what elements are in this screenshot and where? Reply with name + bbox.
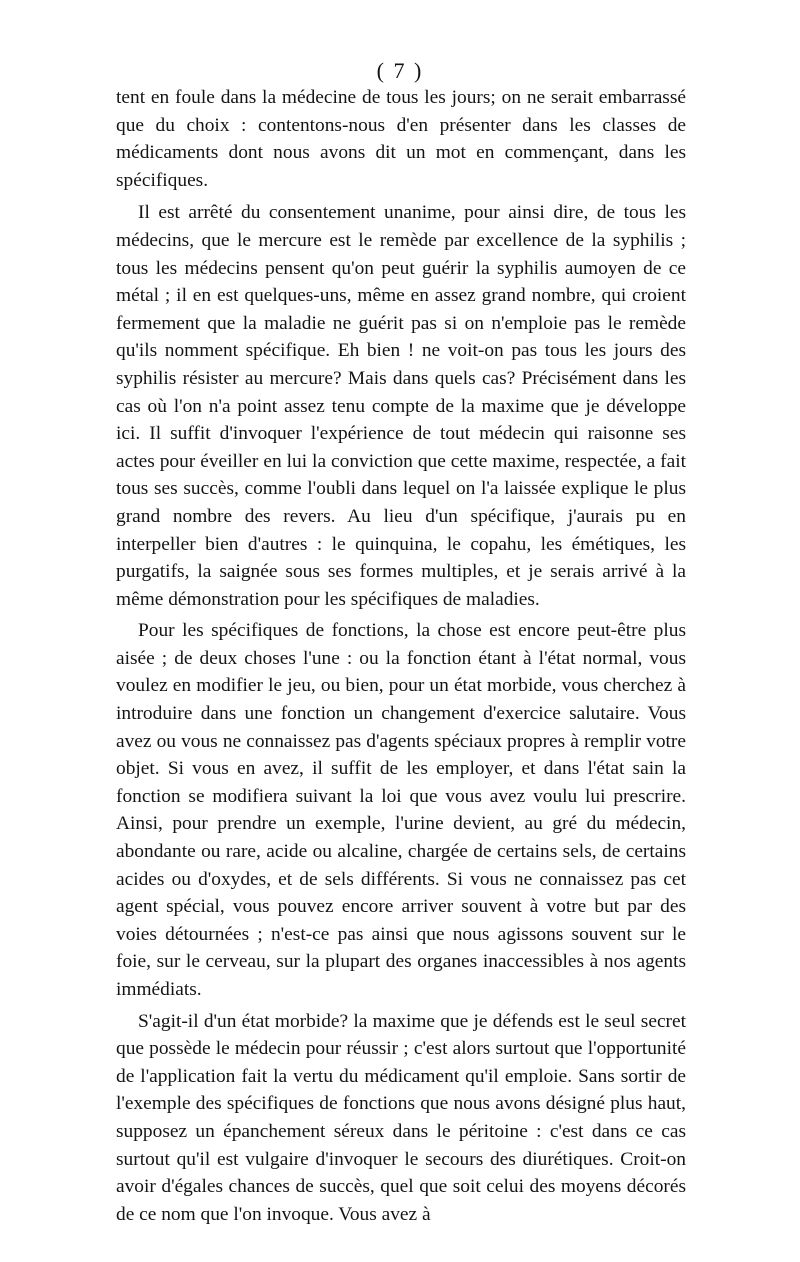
paragraph-mercury-syphilis: Il est arrêté du consentement unanime, pour ainsi dire, de tous les médecins, que le mercure est le remède par excellence de la syphilis ; tous les médecins pensent qu'on peut guérir la syphilis aumoyen de ce métal ; il en est quelques-uns, même en assez grand nombre, qui croient fermement que la maladie ne guérit pas si on n'emploie pas le remède qu'ils nomment spécifique. Eh bien ! ne voit-on pas tous les jours des syphilis résister au mercure? Mais dans quels cas? Précisément dans les cas où l'on n'a point assez tenu compte de la maxime que je développe ici. Il suffit d'invoquer l'expérience de tout médecin qui raisonne ses actes pour éveiller en lui la conviction que cette maxime, respectée, a fait tous ses succès, comme l'oubli dans lequel on l'a laissée explique le plus grand nombre des revers. Au lieu d'un spécifique, j'aurais pu en interpeller bien d'autres : le quinquina, le copahu, les émétiques, les purgatifs, la saignée sous ses formes multiples, et je serais arrivé à la même démonstration pour les spécifiques de maladies. [116, 202, 686, 610]
paragraph-continuation: tent en foule dans la médecine de tous les jours; on ne serait embarrassé que du choix : contentons-nous d'en présenter dans les classes de médicaments dont nous avons dit un mot en commençant, dans les spécifiques. [116, 87, 686, 191]
page-number: ( 7 ) [376, 58, 424, 83]
paragraph-function-specifics: Pour les spécifiques de fonctions, la chose est encore peut-être plus aisée ; de deux choses l'une : ou la fonction étant à l'état normal, vous voulez en modifier le jeu, ou bien, pour un état morbide, vous cherchez à introduire dans une fonction un changement d'exercice salutaire. Vous avez ou vous ne connaissez pas d'agents spéciaux propres à remplir votre objet. Si vous en avez, il suffit de les employer, et dans l'état sain la fonction se modifiera suivant la loi que vous avez voulu lui prescrire. Ainsi, pour prendre un exemple, l'urine devient, au gré du médecin, abondante ou rare, acide ou alcaline, chargée de certains sels, de certains acides ou d'oxydes, et de sels différents. Si vous ne connaissez pas cet agent spécial, vous pouvez encore arriver souvent à votre but par des voies détournées ; n'est-ce pas ainsi que nous agissons souvent sur le foie, sur le cerveau, sur la plupart des organes inaccessibles à nos agents immédiats. [116, 620, 686, 1000]
page-body-text [116, 84, 686, 1228]
paragraph-morbid-state: S'agit-il d'un état morbide? la maxime que je défends est le seul secret que possède le médecin pour réussir ; c'est alors surtout que l'opportunité de l'application fait la vertu du médicament qu'il emploie. Sans sortir de l'exemple des spécifiques de fonctions que nous avons désigné plus haut, supposez un épanchement séreux dans le péritoine : c'est dans ce cas surtout qu'il est vulgaire d'invoquer le secours des diurétiques. Croit-on avoir d'égales chances de succès, quel que soit celui des moyens décorés de ce nom que l'on invoque. Vous avez à [116, 1010, 686, 1225]
